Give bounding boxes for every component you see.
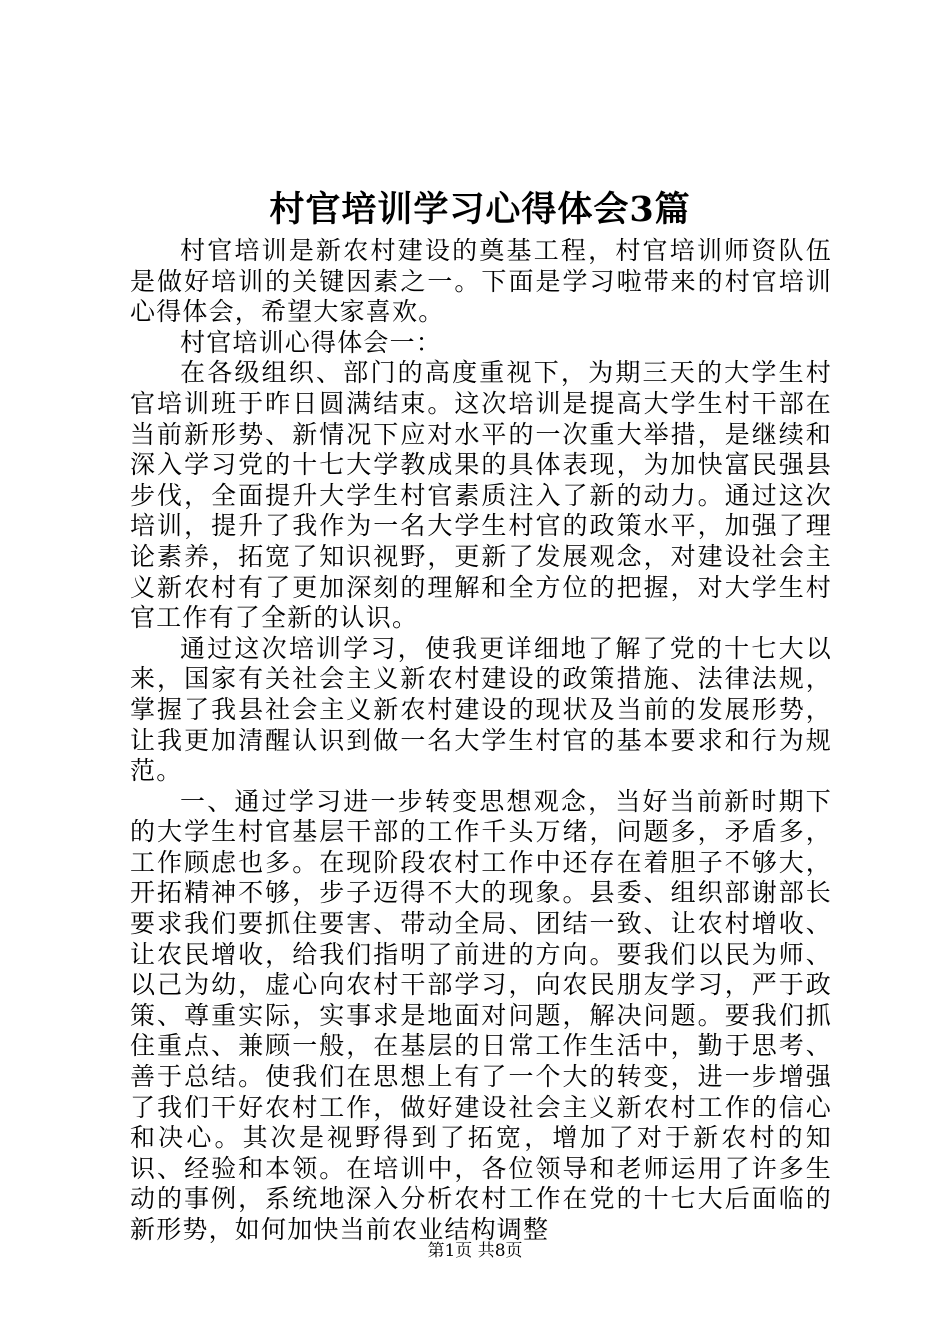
- body-paragraph: 一、通过学习进一步转变思想观念，当好当前新时期下的大学生村官基层干部的工作千头万绪，问题多，矛盾多，工作顾虑也多。在现阶段农村工作中还存在着胆子不够大，开拓精神不够，步子迈得不大的现象。县委、组织部谢部长要求我们要抓住要害、带动全局、团结一致、让农村增收、让农民增收，给我们指明了前进的方向。要我们以民为师、以己为幼，虚心向农村干部学习，向农民朋友学习，严于政策、尊重实际，实事求是地面对问题，解决问题。要我们抓住重点、兼顾一般，在基层的日常工作生活中，勤于思考、善于总结。使我们在思想上有了一个大的转变，进一步增强了我们干好农村工作，做好建设社会主义新农村工作的信心和决心。其次是视野得到了拓宽，增加了对于新农村的知识、经验和本领。在培训中，各位领导和老师运用了许多生动的事例，系统地深入分析农村工作在党的十七大后面临的新形势，如何加快当前农业结构调整: [130, 786, 832, 1244]
- body-paragraph: 在各级组织、部门的高度重视下，为期三天的大学生村官培训班于昨日圆满结束。这次培训是提高大学生村干部在当前新形势、新情况下应对水平的一次重大举措，是继续和深入学习党的十七大学教成果的具体表现，为加快富民强县步伐，全面提升大学生村官素质注入了新的动力。通过这次培训，提升了我作为一名大学生村官的政策水平，加强了理论素养，拓宽了知识视野，更新了发展观念，对建设社会主义新农村有了更加深刻的理解和全方位的把握，对大学生村官工作有了全新的认识。: [130, 358, 832, 633]
- document-body: [130, 236, 832, 1246]
- page-footer: 第1页 共8页: [427, 1241, 523, 1261]
- intro-paragraph: 村官培训是新农村建设的奠基工程，村官培训师资队伍是做好培训的关键因素之一。下面是学习啦带来的村官培训心得体会，希望大家喜欢。: [130, 236, 832, 327]
- document-title: 村官培训学习心得体会3篇: [269, 189, 691, 230]
- section-heading: 村官培训心得体会一：: [180, 327, 443, 357]
- body-paragraph: 通过这次培训学习，使我更详细地了解了党的十七大以来，国家有关社会主义新农村建设的政策措施、法律法规，掌握了我县社会主义新农村建设的现状及当前的发展形势，让我更加清醒认识到做一名大学生村官的基本要求和行为规范。: [130, 633, 832, 786]
